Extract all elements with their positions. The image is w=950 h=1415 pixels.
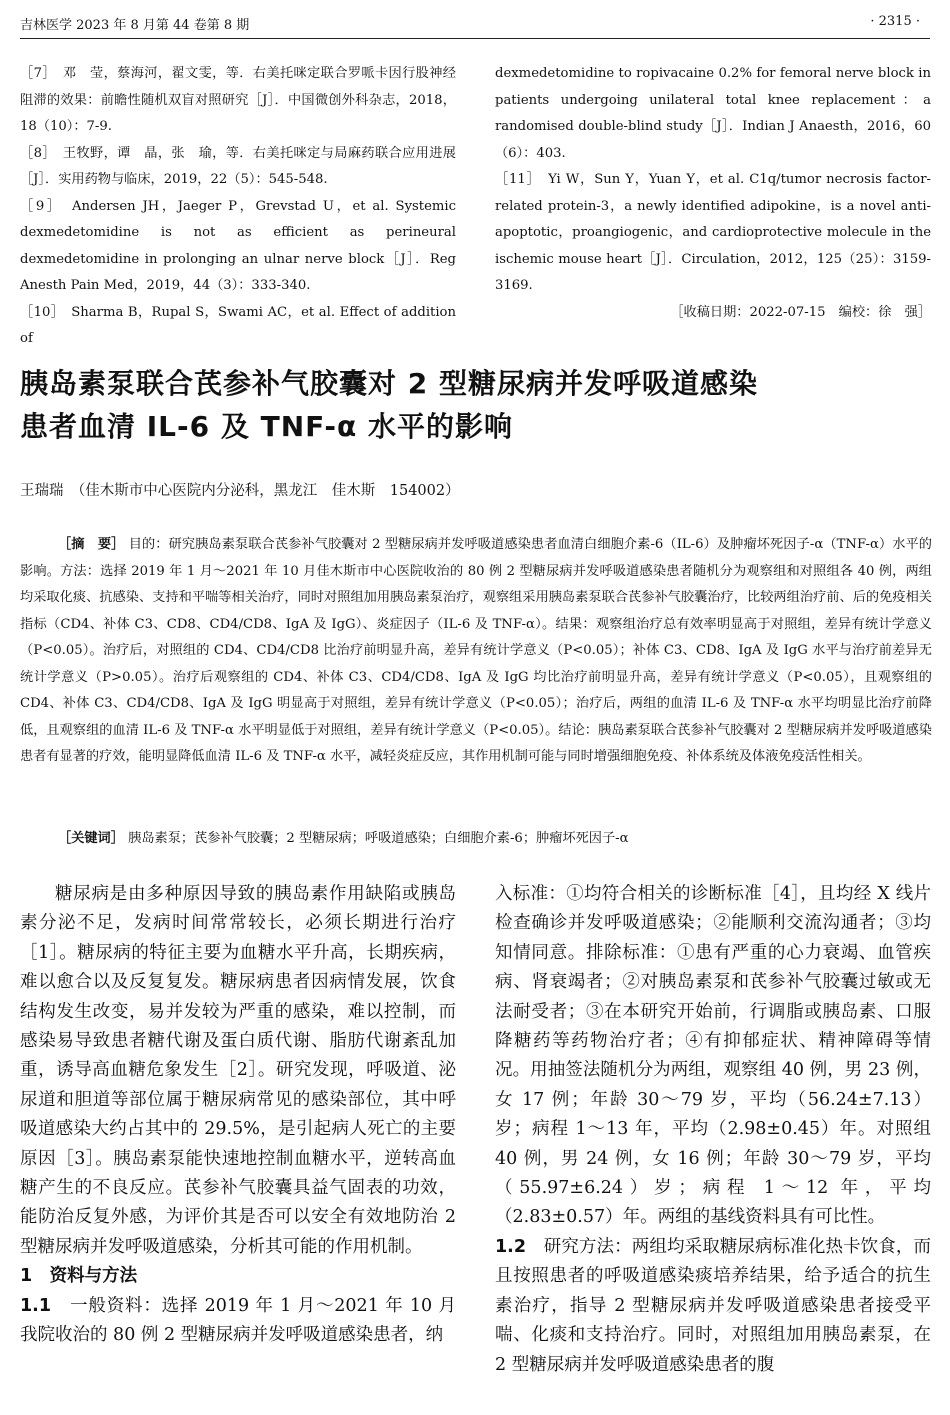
reference-item: dexmedetomidine to ropivacaine 0.2% for femoral nerve block in patients undergoing unilateral total knee replacement：a randomised double-blind study［J］．Indian J Anaesth，2016，60（6）：403. — [495, 66, 931, 161]
title-line-2: 患者血清 IL-6 及 TNF-α 水平的影响 — [20, 410, 514, 443]
keywords — [58, 827, 629, 846]
reference-item: ［11］ Yi W，Sun Y，Yuan Y，et al. C1q/tumor necrosis factor-related protein-3，a newly identified adipokine，is a novel anti-apoptotic，proangiogenic，and cardioprotective molecule in the ischemic mouse heart［J］．Circulation，2012，125（25）：3159-3169. — [495, 172, 931, 293]
article-title — [20, 362, 930, 448]
reference-item: ［10］ Sharma B，Rupal S，Swami AC，et al. Effect of addition of — [20, 304, 456, 346]
body-left-column — [20, 880, 456, 1351]
title-line-1: 胰岛素泵联合芪参补气胶囊对 2 型糖尿病并发呼吸道感染 — [20, 367, 758, 400]
reference-item: ［9］ Andersen JH，Jaeger P，Grevstad U，et al. Systemic dexmedetomidine is not as efficient as perineural dexmedetomidine in prolonging an ulnar nerve block［J］．Reg Anesth Pain Med，2019，44（3）：333-340. — [20, 198, 456, 293]
abstract-label: ［摘 要］ — [58, 537, 125, 552]
subsection-number: 1.1 — [20, 1295, 52, 1316]
references-right-column — [495, 61, 931, 326]
intro-paragraph: 糖尿病是由多种原因导致的胰岛素作用缺陷或胰岛素分泌不足，发病时间常常较长，必须长期进行治疗［1］。糖尿病的特征主要为血糖水平升高，长期疾病，难以愈合以及反复复发。糖尿病患者因病情发展，饮食结构发生改变，易并发较为严重的感染，难以控制，而感染易导致患者糖代谢及蛋白质代谢、脂肪代谢紊乱加重，诱导高血糖危象发生［2］。研究发现，呼吸道、泌尿道和胆道等部位属于糖尿病常见的感染部位，其中呼吸道感染大约占其中的 29.5%，是引起病人死亡的主要原因［3］。胰岛素泵能快速地控制血糖水平，逆转高血糖产生的不良反应。芪参补气胶囊具益气固表的功效，能防治反复外感，为评价其是否可以安全有效地防治 2 型糖尿病并发呼吸道感染，分析其可能的作用机制。 — [20, 884, 456, 1257]
keywords-label: ［关键词］ — [58, 831, 124, 846]
abstract — [20, 532, 932, 771]
subsection-paragraph: 1.2 研究方法：两组均采取糖尿病标准化热卡饮食，而且按照患者的呼吸道感染痰培养结果，给予适合的抗生素治疗，指导 2 型糖尿病并发呼吸道感染患者接受平喘、化痰和支持治疗。同时，对照组加用胰岛素泵，在 2 型糖尿病并发呼吸道感染患者的腹 — [495, 1236, 932, 1375]
subsection-number: 1.2 — [495, 1236, 527, 1257]
references-left-column — [20, 61, 456, 353]
page-number: · 2315 · — [870, 14, 920, 29]
header-rule — [20, 38, 930, 39]
journal-header: 吉林医学 2023 年 8 月第 44 卷第 8 期 — [20, 18, 250, 33]
received-date: ［收稿日期：2022-07-15 编校：徐 强］ — [670, 304, 931, 320]
reference-item: ［7］ 邓 莹，蔡海河，翟文雯，等．右美托咪定联合罗哌卡因行股神经阻滞的效果：前瞻性随机双盲对照研究［J］．中国微创外科杂志，2018，18（10）：7-9. — [20, 66, 456, 134]
author-affiliation: 王瑞瑞 （佳木斯市中心医院内分泌科，黑龙江 佳木斯 154002） — [20, 483, 460, 499]
criteria-paragraph: 入标准：①均符合相关的诊断标准［4］，且均经 X 线片检查确诊并发呼吸道感染；②能顺利交流沟通者；③均知情同意。排除标准：①患有严重的心力衰竭、血管疾病、肾衰竭者；②对胰岛素泵和芪参补气胶囊过敏或无法耐受者；③在本研究开始前，行调脂或胰岛素、口服降糖药等药物治疗者；④有抑郁症状、精神障碍等情况。用抽签法随机分为两组，观察组 40 例，男 23 例，女 17 例；年龄 30～79 岁，平均（56.24±7.13）岁；病程 1～13 年，平均（2.98±0.45）年。对照组 40 例，男 24 例，女 16 例；年龄 30～79 岁，平均（55.97±6.24）岁；病程 1～12 年，平均（2.83±0.57）年。两组的基线资料具有可比性。 — [495, 884, 931, 1228]
section-heading: 1 资料与方法 — [20, 1266, 138, 1287]
keywords-text: 胰岛素泵；芪参补气胶囊；2 型糖尿病；呼吸道感染；白细胞介素-6；肿瘤坏死因子-α — [128, 831, 629, 846]
body-right-column — [495, 880, 931, 1380]
abstract-text: 目的：研究胰岛素泵联合芪参补气胶囊对 2 型糖尿病并发呼吸道感染患者血清白细胞介素-6（IL-6）及肿瘤坏死因子-α（TNF-α）水平的影响。方法：选择 2019 年 1 月～2021 年 10 月佳木斯市中心医院收治的 80 例 2 型糖尿病并发呼吸道感染患者随机分为观察组和对照组各 40 例，两组均采取化痰、抗感染、支持和平喘等相关治疗，同时对照组加用胰岛素泵治疗，观察组采用胰岛素泵联合芪参补气胶囊治疗，比较两组治疗前、后的免疫相关指标（CD4、补体 C3、CD8、CD4/CD8、IgA 及 IgG）、炎症因子（IL-6 及 TNF-α）。结果：观察组治疗总有效率明显高于对照组，差异有统计学意义（P<0.05）。治疗后，对照组的 CD4、CD4/CD8 比治疗前明显升高，差异有统计学意义（P<0.05）；补体 C3、CD8、IgA 及 IgG 水平与治疗前差异无统计学意义（P>0.05）。治疗后观察组的 CD4、补体 C3、CD4/CD8、IgA 及 IgG 均比治疗前明显升高，差异有统计学意义（P<0.05），且观察组的 CD4、补体 C3、CD4/CD8、IgA 及 IgG 明显高于对照组，差异有统计学意义（P<0.05）；治疗后，两组的血清 IL-6 及 TNF-α 水平均明显比治疗前降低，且观察组的血清 IL-6 及 TNF-α 水平明显低于对照组，差异有统计学意义（P<0.05）。结论：胰岛素泵联合芪参补气胶囊对 2 型糖尿病并发呼吸道感染患者有显著的疗效，能明显降低血清 IL-6 及 TNF-α 水平，减轻炎症反应，其作用机制可能与同时增强细胞免疫、补体系统及体液免疫活性相关。 — [20, 537, 932, 764]
subsection-paragraph: 1.1 一般资料：选择 2019 年 1 月～2021 年 10 月我院收治的 80 例 2 型糖尿病并发呼吸道感染患者，纳 — [20, 1295, 456, 1346]
reference-item: ［8］ 王牧野，谭 晶，张 瑜，等．右美托咪定与局麻药联合应用进展［J］．实用药物与临床，2019，22（5）：545-548. — [20, 145, 456, 187]
